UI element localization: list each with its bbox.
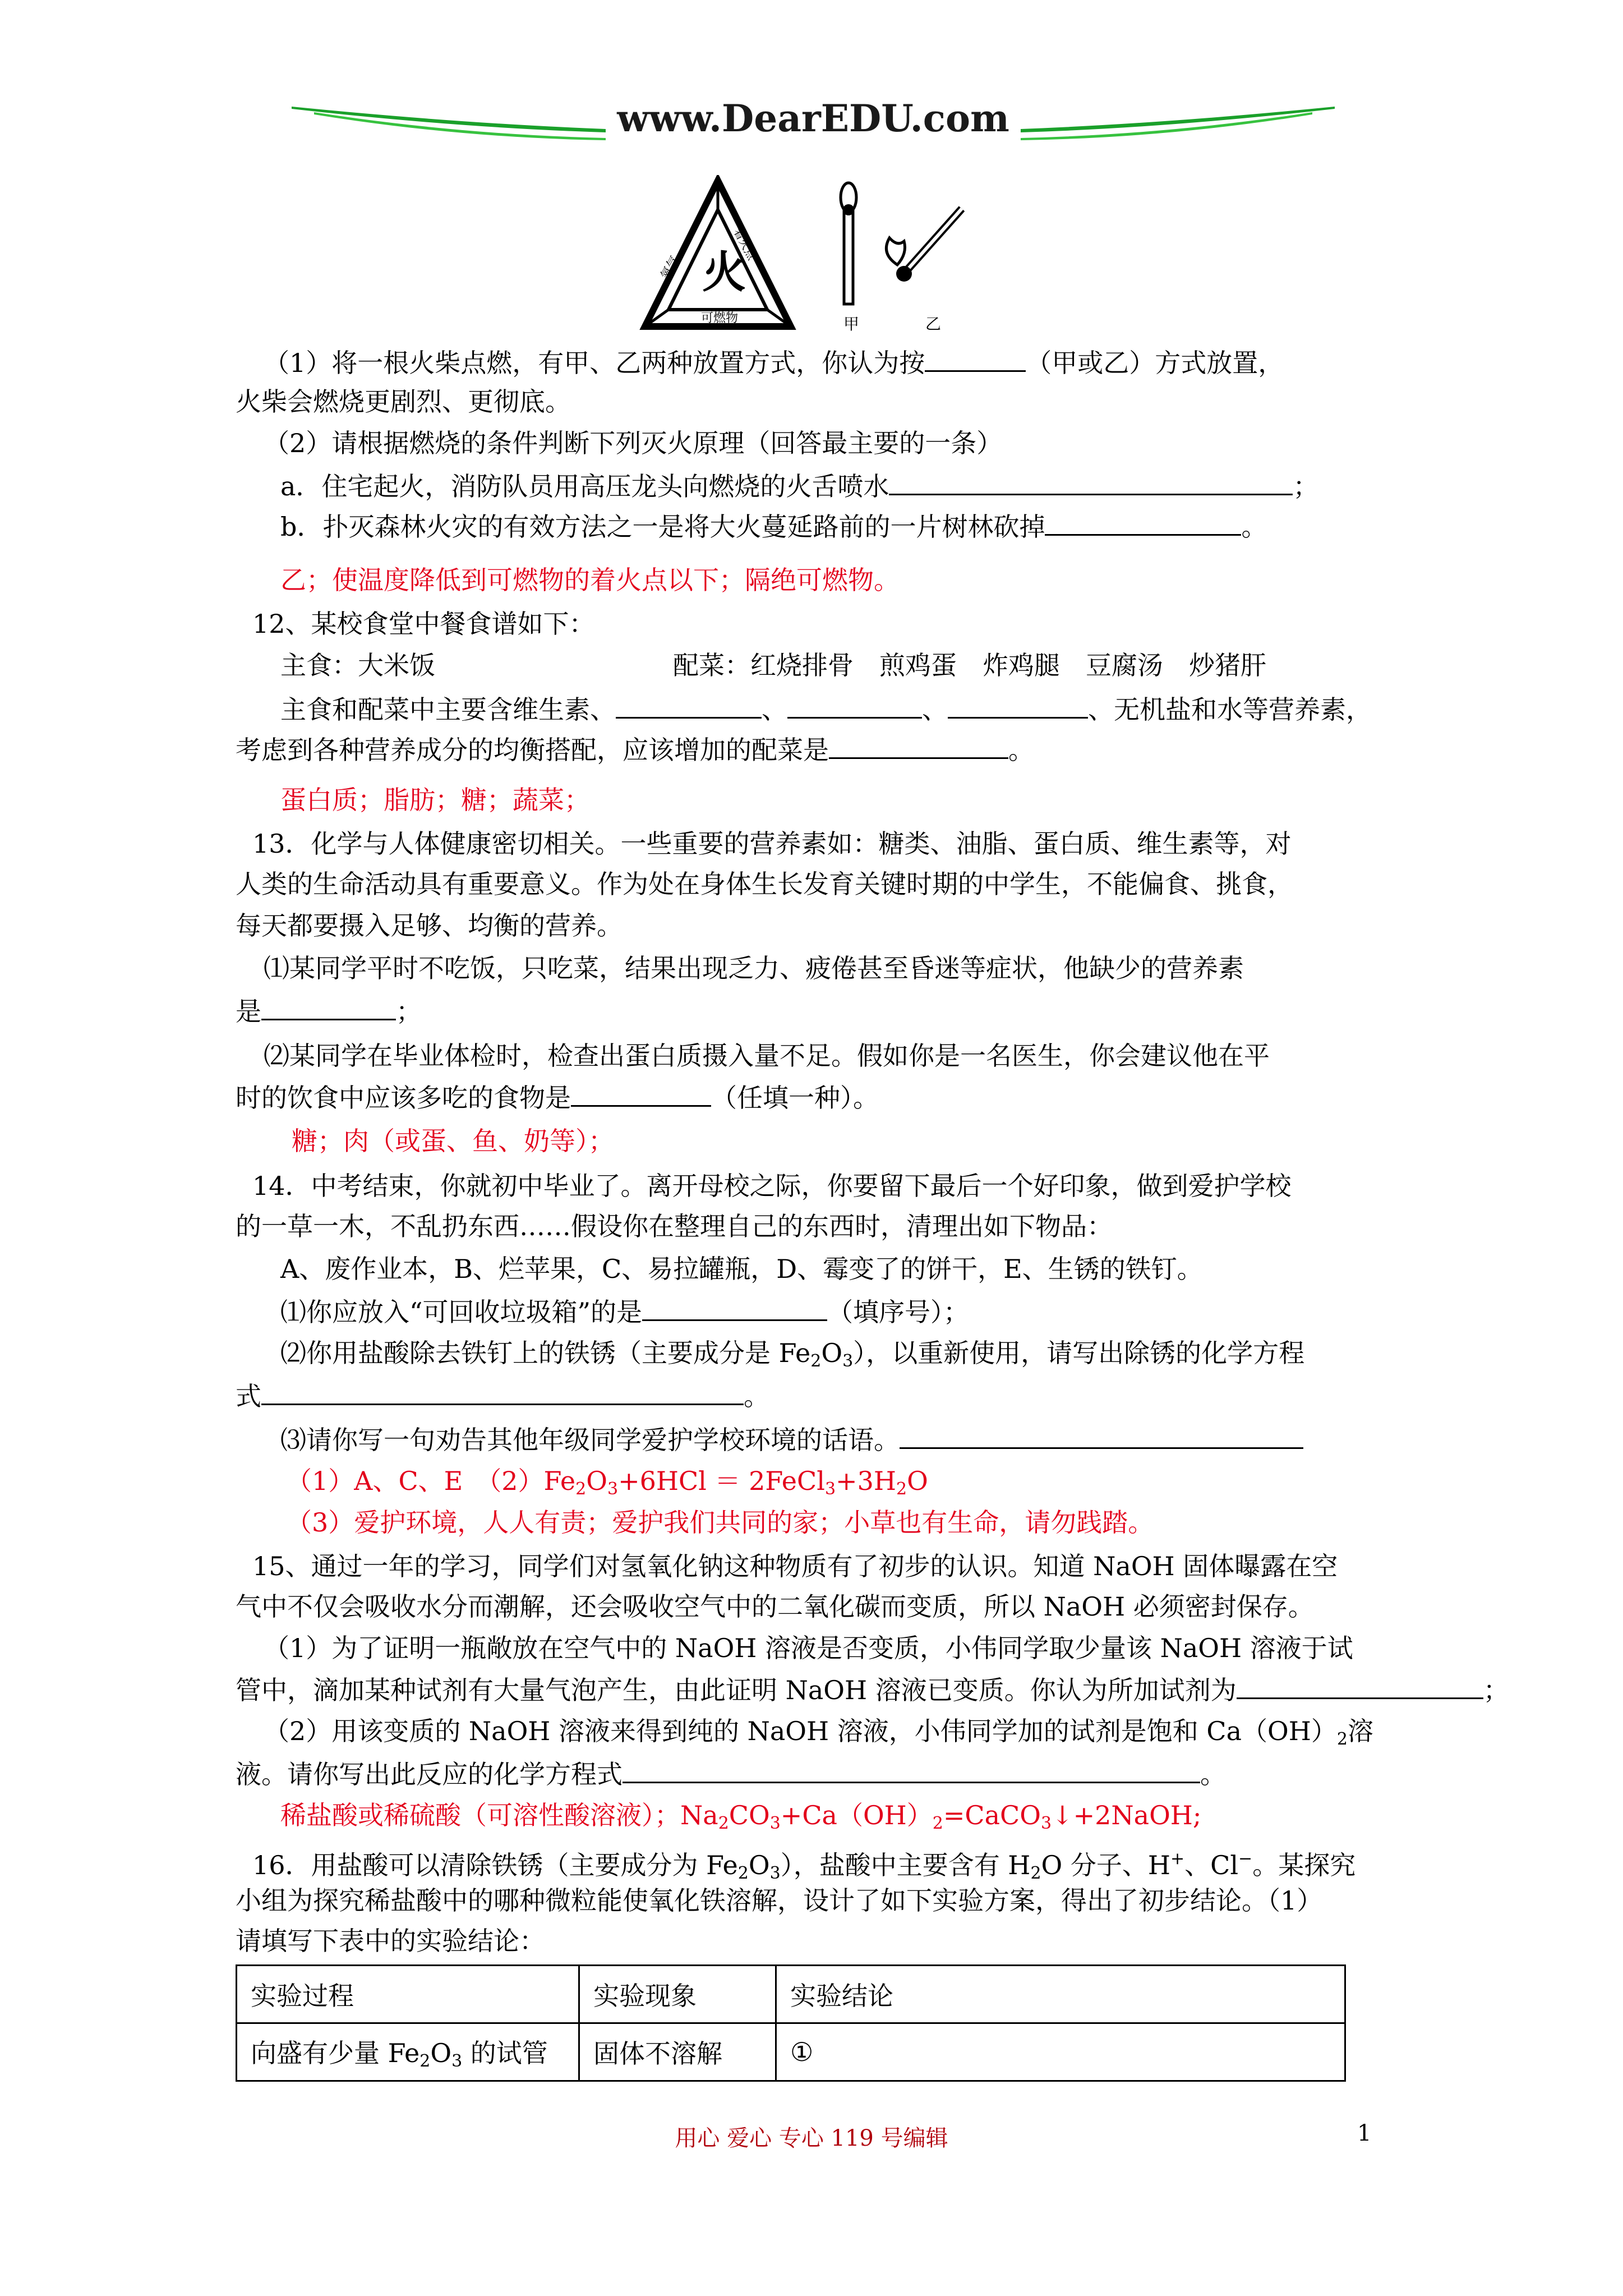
q12-line3: 主食和配菜中主要含维生素、 、 、 、无机盐和水等营养素， [280, 691, 1372, 726]
q13-part2: ⑵某同学在毕业体检时，检查出蛋白质摄入量不足。假如你是一名医生，你会建议他在平 [264, 1041, 1270, 1071]
q14-line1: 14．中考结束，你就初中毕业了。离开母校之际，你要留下最后一个好印象，做到爱护学校 [252, 1171, 1292, 1201]
label-jia: 甲 [843, 315, 860, 332]
q15-line2: 气中不仅会吸收水分而潮解，还会吸收空气中的二氧化碳而变质，所以 NaOH 必须密封保存。 [236, 1591, 1314, 1622]
answer-blank[interactable] [261, 993, 396, 1020]
answer-blank[interactable] [571, 1079, 711, 1107]
q13-part2-b: 时的饮食中应该多吃的食物是 （任填一种）。 [236, 1079, 879, 1115]
answer-blank[interactable] [829, 731, 1008, 759]
q13-line3: 每天都要摄入足够、均衡的营养。 [236, 910, 623, 941]
triangle-label-oxygen: 氧气 [658, 253, 683, 282]
q12-line4: 考虑到各种营养成分的均衡搭配，应该增加的配菜是 。 [236, 731, 1034, 767]
triangle-label-ignition: 着火点 [731, 226, 759, 263]
table-row [237, 2023, 1345, 2081]
q13-part1-b: 是 ； [236, 993, 422, 1028]
q11-answer: 乙；使温度降低到可燃物的着火点以下；隔绝可燃物。 [280, 565, 900, 595]
answer-blank[interactable] [948, 691, 1088, 719]
answer-blank[interactable] [261, 1378, 744, 1405]
q14-answer-2: （3）爱护环境，人人有责；爱护我们共同的家；小草也有生命，请勿践踏。 [286, 1507, 1154, 1538]
experiment-table [236, 1964, 1346, 2082]
answer-blank[interactable] [1045, 508, 1241, 536]
q13-line2: 人类的生命活动具有重要意义。作为处在身体生长发育关键时期的中学生，不能偏食、挑食， [236, 869, 1293, 899]
q14-part3: ⑶请你写一句劝告其他年级同学爱护学校环境的话语。 [280, 1421, 1303, 1457]
q15-part1: （1）为了证明一瓶敞放在空气中的 NaOH 溶液是否变质，小伟同学取少量该 NaOH 溶液于试 [264, 1633, 1353, 1663]
footer-text: 用心 爱心 专心 119 号编辑 [675, 2125, 948, 2151]
q14-line2: 的一草一木，不乱扔东西……假设你在整理自己的东西时，清理出如下物品： [236, 1211, 1113, 1241]
answer-blank[interactable] [642, 1294, 827, 1321]
q16-line2: 小组为探究稀盐酸中的哪种微粒能使氧化铁溶解，设计了如下实验方案，得出了初步结论。（1） [236, 1885, 1323, 1916]
table-header-row [237, 1966, 1345, 2023]
table-header-cell: 实验结论 [776, 1966, 1345, 2023]
triangle-center-fire: 火 [702, 247, 746, 298]
q15-line1: 15、通过一年的学习，同学们对氢氧化钠这种物质有了初步的认识。知道 NaOH 固体曝露在空 [252, 1551, 1338, 1581]
table-header-cell: 实验过程 [237, 1966, 579, 2023]
q14-part2-b: 式 。 [236, 1378, 769, 1413]
answer-blank[interactable] [623, 1756, 1200, 1783]
q13-part1: ⑴某同学平时不吃饭，只吃菜，结果出现乏力、疲倦甚至昏迷等症状，他缺少的营养素 [264, 953, 1244, 983]
q14-part1: ⑴你应放入“可回收垃圾箱”的是 （填序号）； [280, 1294, 969, 1329]
answer-blank[interactable] [616, 691, 762, 719]
q14-part2: ⑵你用盐酸除去铁钉上的铁锈（主要成分是 $Fe_2O_3$），以重新使用，请写出除锈的化学方程 [280, 1338, 1305, 1371]
q12-side-dishes: 配菜：红烧排骨 煎鸡蛋 炸鸡腿 豆腐汤 炒猪肝 [673, 650, 1266, 680]
table-cell-procedure: 向盛有少量 $Fe_2O_3$ 的试管 [237, 2023, 579, 2081]
answer-blank[interactable] [1237, 1672, 1483, 1699]
table-header-cell: 实验现象 [579, 1966, 776, 2023]
label-yi: 乙 [925, 315, 942, 332]
q13-line1: 13．化学与人体健康密切相关。一些重要的营养素如：糖类、油脂、蛋白质、维生素等，对 [252, 829, 1292, 859]
q14-line3: A、废作业本，B、烂苹果，C、易拉罐瓶，D、霉变了的饼干，E、生锈的铁钉。 [280, 1254, 1203, 1284]
q11-part2-b: b．扑灭森林火灾的有效方法之一是将大火蔓延路前的一片树林砍掉 。 [280, 508, 1267, 544]
answer-blank[interactable] [889, 468, 1293, 495]
q15-answer: 稀盐酸或稀硫酸（可溶性酸溶液）；$Na_2CO_3+Ca(OH)_2=CaCO_3↓+2NaOH$; [280, 1800, 1202, 1833]
fire-triangle-figure [634, 175, 993, 332]
triangle-label-fuel: 可燃物 [701, 311, 739, 325]
q15-part2-b: 液。请你写出此反应的化学方程式 。 [236, 1756, 1226, 1791]
q11-part1-line: （1）将一根火柴点燃，有甲、乙两种放置方式，你认为按 （甲或乙）方式放置， [264, 344, 1284, 380]
q15-part1-b: 管中，滴加某种试剂有大量气泡产生，由此证明 NaOH 溶液已变质。你认为所加试剂为 ； [236, 1672, 1509, 1707]
answer-blank[interactable] [900, 1421, 1303, 1449]
table-cell-conclusion[interactable]: ① [776, 2023, 1345, 2081]
q11-part1-line2: 火柴会燃烧更剧烈、更彻底。 [236, 386, 571, 417]
q15-part2: （2）用该变质的 NaOH 溶液来得到纯的 NaOH 溶液，小伟同学加的试剂是饱和 $Ca(OH)_2$溶 [264, 1716, 1373, 1749]
q12-answer: 蛋白质；脂肪；糖；蔬菜； [280, 785, 590, 815]
table-cell-phenomenon: 固体不溶解 [579, 2023, 776, 2081]
q11-part2-line: （2）请根据燃烧的条件判断下列灭火原理（回答最主要的一条） [264, 428, 1003, 458]
q13-answer: 糖；肉（或蛋、鱼、奶等）； [292, 1126, 614, 1156]
answer-blank[interactable] [787, 691, 922, 719]
header-site-name: www.DearEDU.com [617, 96, 1009, 140]
q16-line1: 16．用盐酸可以清除铁锈（主要成分为 $Fe_2O_3$），盐酸中主要含有 $H_2O$ 分子、H+、Cl−。某探究 [252, 1849, 1356, 1883]
q14-answer-1: （1）A、C、E $(2)Fe_2O_3+6HCl$ ＝ $2FeCl_3+3H_2O$ [286, 1466, 928, 1499]
page-number: 1 [1357, 2120, 1372, 2146]
q12-main-food: 主食：大米饭 [280, 650, 435, 680]
answer-blank[interactable] [925, 344, 1026, 372]
q11-part2-a: a．住宅起火，消防队员用高压龙头向燃烧的火舌喷水 ； [280, 468, 1318, 503]
q16-line3: 请填写下表中的实验结论： [236, 1926, 545, 1956]
q12-title: 12、某校食堂中餐食谱如下： [252, 609, 595, 639]
